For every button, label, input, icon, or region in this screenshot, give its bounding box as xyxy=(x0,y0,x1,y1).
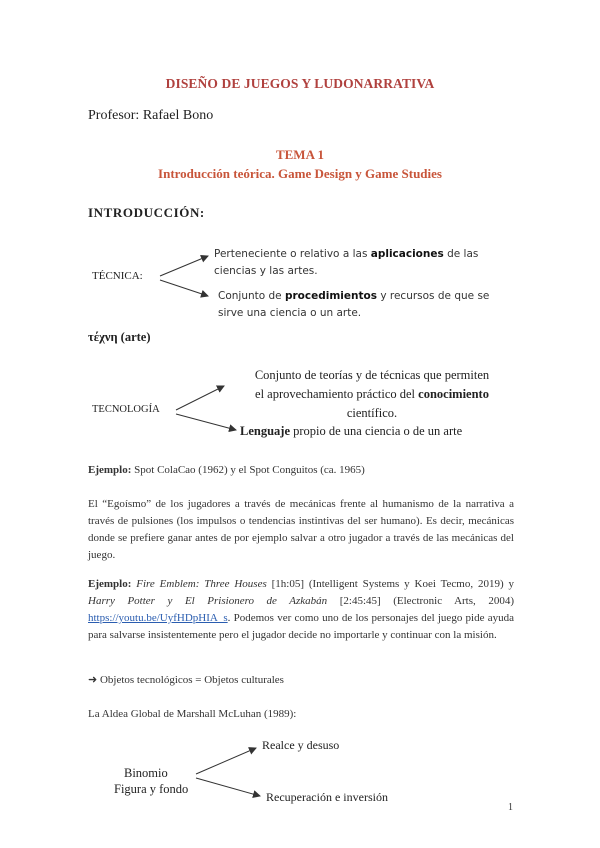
tecnica-label: TÉCNICA: xyxy=(92,270,143,282)
branch-recuperacion: Recuperación e inversión xyxy=(266,790,388,804)
tecnologia-definition-1: Conjunto de teorías y de técnicas que permiten el aprovechamiento práctico del conocimiento científico. xyxy=(254,368,490,420)
tecnica-arrow-down xyxy=(160,280,208,296)
egoismo-paragraph: El “Egoísmo” de los jugadores a través de mecánicas frente al humanismo de la narrativa a través de pulsiones (los impulsos o tendencias instintivas del ser humano). Es decir, mecánicas donde se prefiere ganar antes de por ejemplo salvar a otro jugador a través de las mecánicas del juego. xyxy=(88,498,514,561)
ejemplo-2: Ejemplo: Fire Emblem: Three Houses [1h:05] (Intelligent Systems y Koei Tecmo, 2019) y Harry Potter y El Prisionero de Azkabán [2:45:45] (Electronic Arts, 2004) https://youtu.be/UyfHDpHIA_s. Podemos ver como uno de los personajes del juego pide ayuda para salvarse insistentemente pero el jugador decide no importarle y continuar con la misión. xyxy=(88,578,515,641)
section-heading: INTRODUCCIÓN: xyxy=(88,205,205,220)
professor-line: Profesor: Rafael Bono xyxy=(88,108,214,123)
ejemplo-1: Ejemplo: Spot ColaCao (1962) y el Spot Conguitos (ca. 1965) xyxy=(88,464,365,476)
tema-subtitle: Introducción teórica. Game Design y Game Studies xyxy=(158,166,442,181)
binomio-label: Binomio xyxy=(124,766,168,780)
objetos-line: ➜ Objetos tecnológicos = Objetos culturales xyxy=(88,674,284,686)
techne-term: τέχνη (arte) xyxy=(88,330,151,344)
tecnica-arrow-up xyxy=(160,256,208,276)
tecnologia-definition-2: Lenguaje propio de una ciencia o de un arte xyxy=(240,424,463,438)
binomio-arrow-down xyxy=(196,778,260,796)
binomio-arrow-up xyxy=(196,748,256,774)
figura-fondo-label: Figura y fondo xyxy=(114,782,189,796)
branch-realce: Realce y desuso xyxy=(262,738,340,752)
tecnica-definition-2: Conjunto de procedimientos y recursos de que se sirve una ciencia o un arte. xyxy=(218,290,490,319)
aldea-global-line: La Aldea Global de Marshall McLuhan (1989): xyxy=(88,708,297,720)
youtube-link[interactable]: https://youtu.be/UyfHDpHIA_s xyxy=(88,612,228,624)
tecnica-definition-1: Perteneciente o relativo a las aplicaciones de las ciencias y las artes. xyxy=(214,248,479,277)
page-number: 1 xyxy=(508,802,513,813)
document-title: DISEÑO DE JUEGOS Y LUDONARRATIVA xyxy=(165,76,435,91)
tecnologia-arrow-up xyxy=(176,386,224,410)
tecnologia-arrow-down xyxy=(176,414,236,430)
tema-heading: TEMA 1 xyxy=(275,147,325,162)
tecnologia-label: TECNOLOGÍA xyxy=(92,404,160,415)
